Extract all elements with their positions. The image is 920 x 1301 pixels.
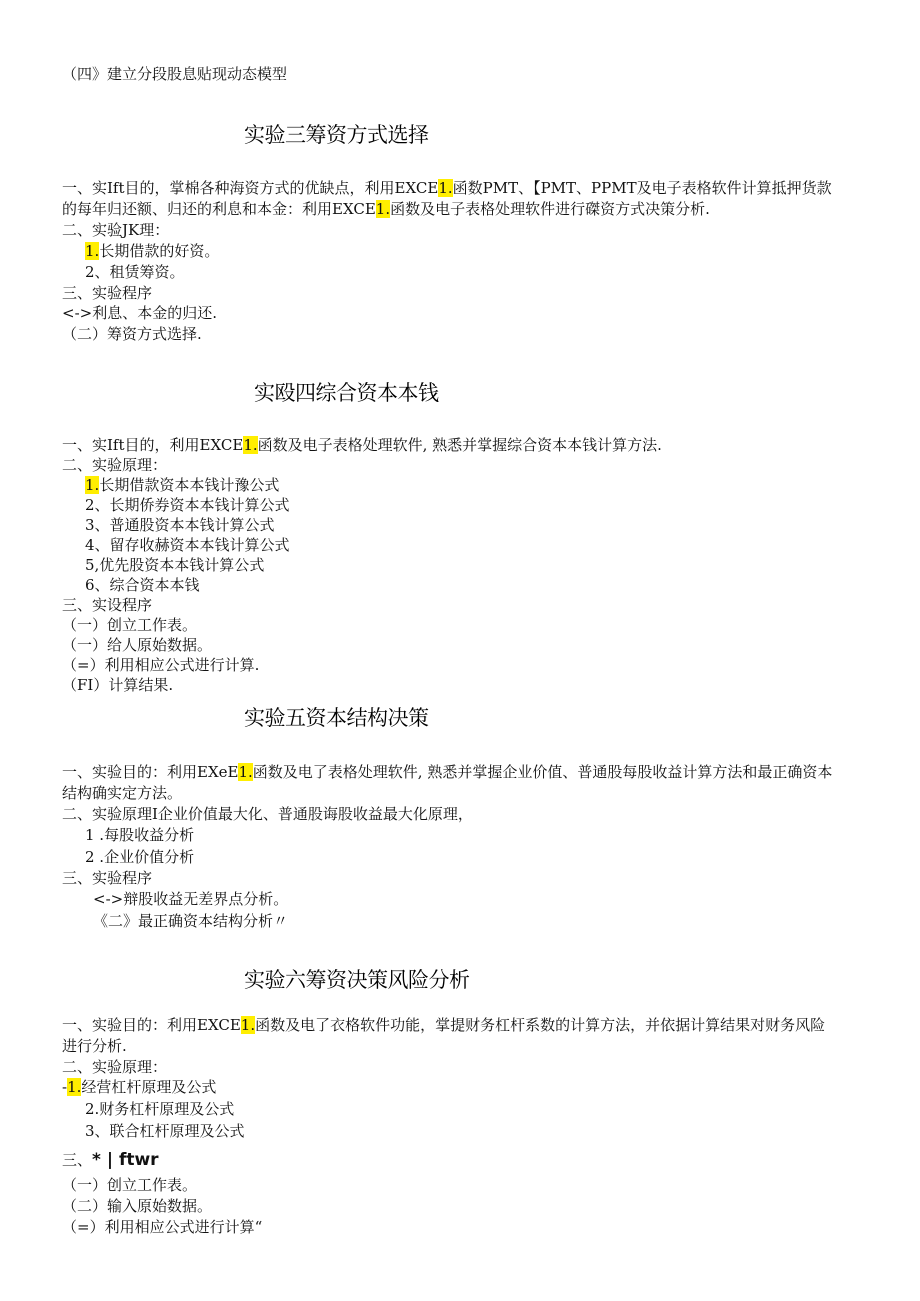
text-line: 《二》最正确资本结构分析〃 bbox=[93, 912, 289, 930]
highlight-mark: 1. bbox=[438, 179, 453, 197]
text-line: 三、* | ftwr bbox=[62, 1150, 159, 1170]
garbled-heading: * | ftwr bbox=[92, 1150, 159, 1170]
text-line: 三、实设程序 bbox=[62, 596, 153, 614]
highlight-mark: 1. bbox=[67, 1078, 82, 1096]
text-line: 三、实验程序 bbox=[62, 284, 153, 302]
text-line: 1 .每股收益分析 bbox=[85, 826, 195, 844]
section-title: 实验三筹资方式选择 bbox=[244, 123, 429, 147]
text-line: 三、实验程序 bbox=[62, 869, 153, 887]
text-line: 二、实验原理I企业价值最大化、普通股诲股收益最大化原理， bbox=[62, 805, 473, 823]
text-line: （一）创立工作表。 bbox=[62, 616, 198, 634]
text-line: （=）利用相应公式进行计算“ bbox=[62, 1218, 263, 1236]
text-line: 一、实Ift目的，掌棉各种海资方式的优缺点，利用EXCE1.函数PMT、【PMT、PPMT及电子表格软件计算抵押货款 bbox=[62, 179, 832, 197]
text-line: 一、实验目的：利用EXCE1.函数及电了衣格软件功能，掌提财务杠杆系数的计算方法，并依据计算结果对财务风险 bbox=[62, 1016, 826, 1034]
text-line: （二）筹资方式选择. bbox=[62, 325, 202, 343]
section-title: 实殴四综合资本本钱 bbox=[254, 381, 439, 405]
text-line: 6、综合资本本钱 bbox=[85, 576, 200, 594]
text-line: （二）输入原始数据。 bbox=[62, 1197, 213, 1215]
text-line: 二、实验原理： bbox=[62, 1058, 168, 1076]
text-line: 一、实Ift目的，利用EXCE1.函数及电子表格处理软件, 熟悉并掌握综合资本本钱计算方法. bbox=[62, 436, 662, 454]
text-line: 2、长期侨券资本本钱计算公式 bbox=[85, 496, 290, 514]
text-line: （四》建立分段股息贴现动态模型 bbox=[62, 65, 288, 83]
text-line: 1.长期借款资本本钱计豫公式 bbox=[85, 476, 280, 494]
highlight-mark: 1. bbox=[375, 200, 391, 218]
highlight-mark: 1. bbox=[240, 1016, 256, 1034]
text-line: 的每年归还额、归还的利息和本金：利用EXCE1.函数及电子表格处理软件进行磔资方式决策分析. bbox=[62, 200, 710, 218]
highlight-mark: 1. bbox=[238, 763, 253, 781]
section-title: 实验五资本结构决策 bbox=[244, 706, 429, 730]
highlight-mark: 1. bbox=[243, 436, 258, 454]
text-line: 二、实验JK理： bbox=[62, 221, 170, 239]
section-title: 实验六筹资决策风险分析 bbox=[244, 968, 470, 992]
text-line: 5,优先股资本本钱计算公式 bbox=[85, 556, 265, 574]
text-line: 一、实验目的：利用EXeE1.函数及电了表格处理软件, 熟悉并掌握企业价值、普通股每股收益计算方法和最正确资本 bbox=[62, 763, 833, 781]
text-line: 结构确实定方法。 bbox=[62, 784, 183, 802]
text-line: 进行分析. bbox=[62, 1037, 127, 1055]
text-line: （一）给人原始数据。 bbox=[62, 636, 213, 654]
text-line: 2、租赁筹资。 bbox=[85, 263, 185, 281]
highlight-mark: 1. bbox=[85, 476, 100, 494]
text-line: （一）创立工作表。 bbox=[62, 1176, 198, 1194]
text-line: <->利息、本金的归还. bbox=[62, 304, 217, 322]
text-line: 2 .企业价值分析 bbox=[85, 848, 195, 866]
text-line: 3、联合杠杆原理及公式 bbox=[85, 1122, 245, 1140]
text-line: 二、实验原理： bbox=[62, 456, 168, 474]
text-line: -1.经营杠杆原理及公式 bbox=[62, 1078, 217, 1096]
highlight-mark: 1. bbox=[85, 242, 100, 260]
text-line: 1.长期借款的好资。 bbox=[85, 242, 220, 260]
text-line: 3、普通股资本本钱计算公式 bbox=[85, 516, 275, 534]
text-line: （FI）计算结果. bbox=[62, 676, 174, 694]
text-line: （=）利用相应公式进行计算. bbox=[62, 656, 260, 674]
text-line: 4、留存收赫资本本钱计算公式 bbox=[85, 536, 290, 554]
text-line: 2.财务杠杆原理及公式 bbox=[85, 1100, 235, 1118]
text-line: <->辩股收益无差界点分析。 bbox=[93, 890, 289, 908]
